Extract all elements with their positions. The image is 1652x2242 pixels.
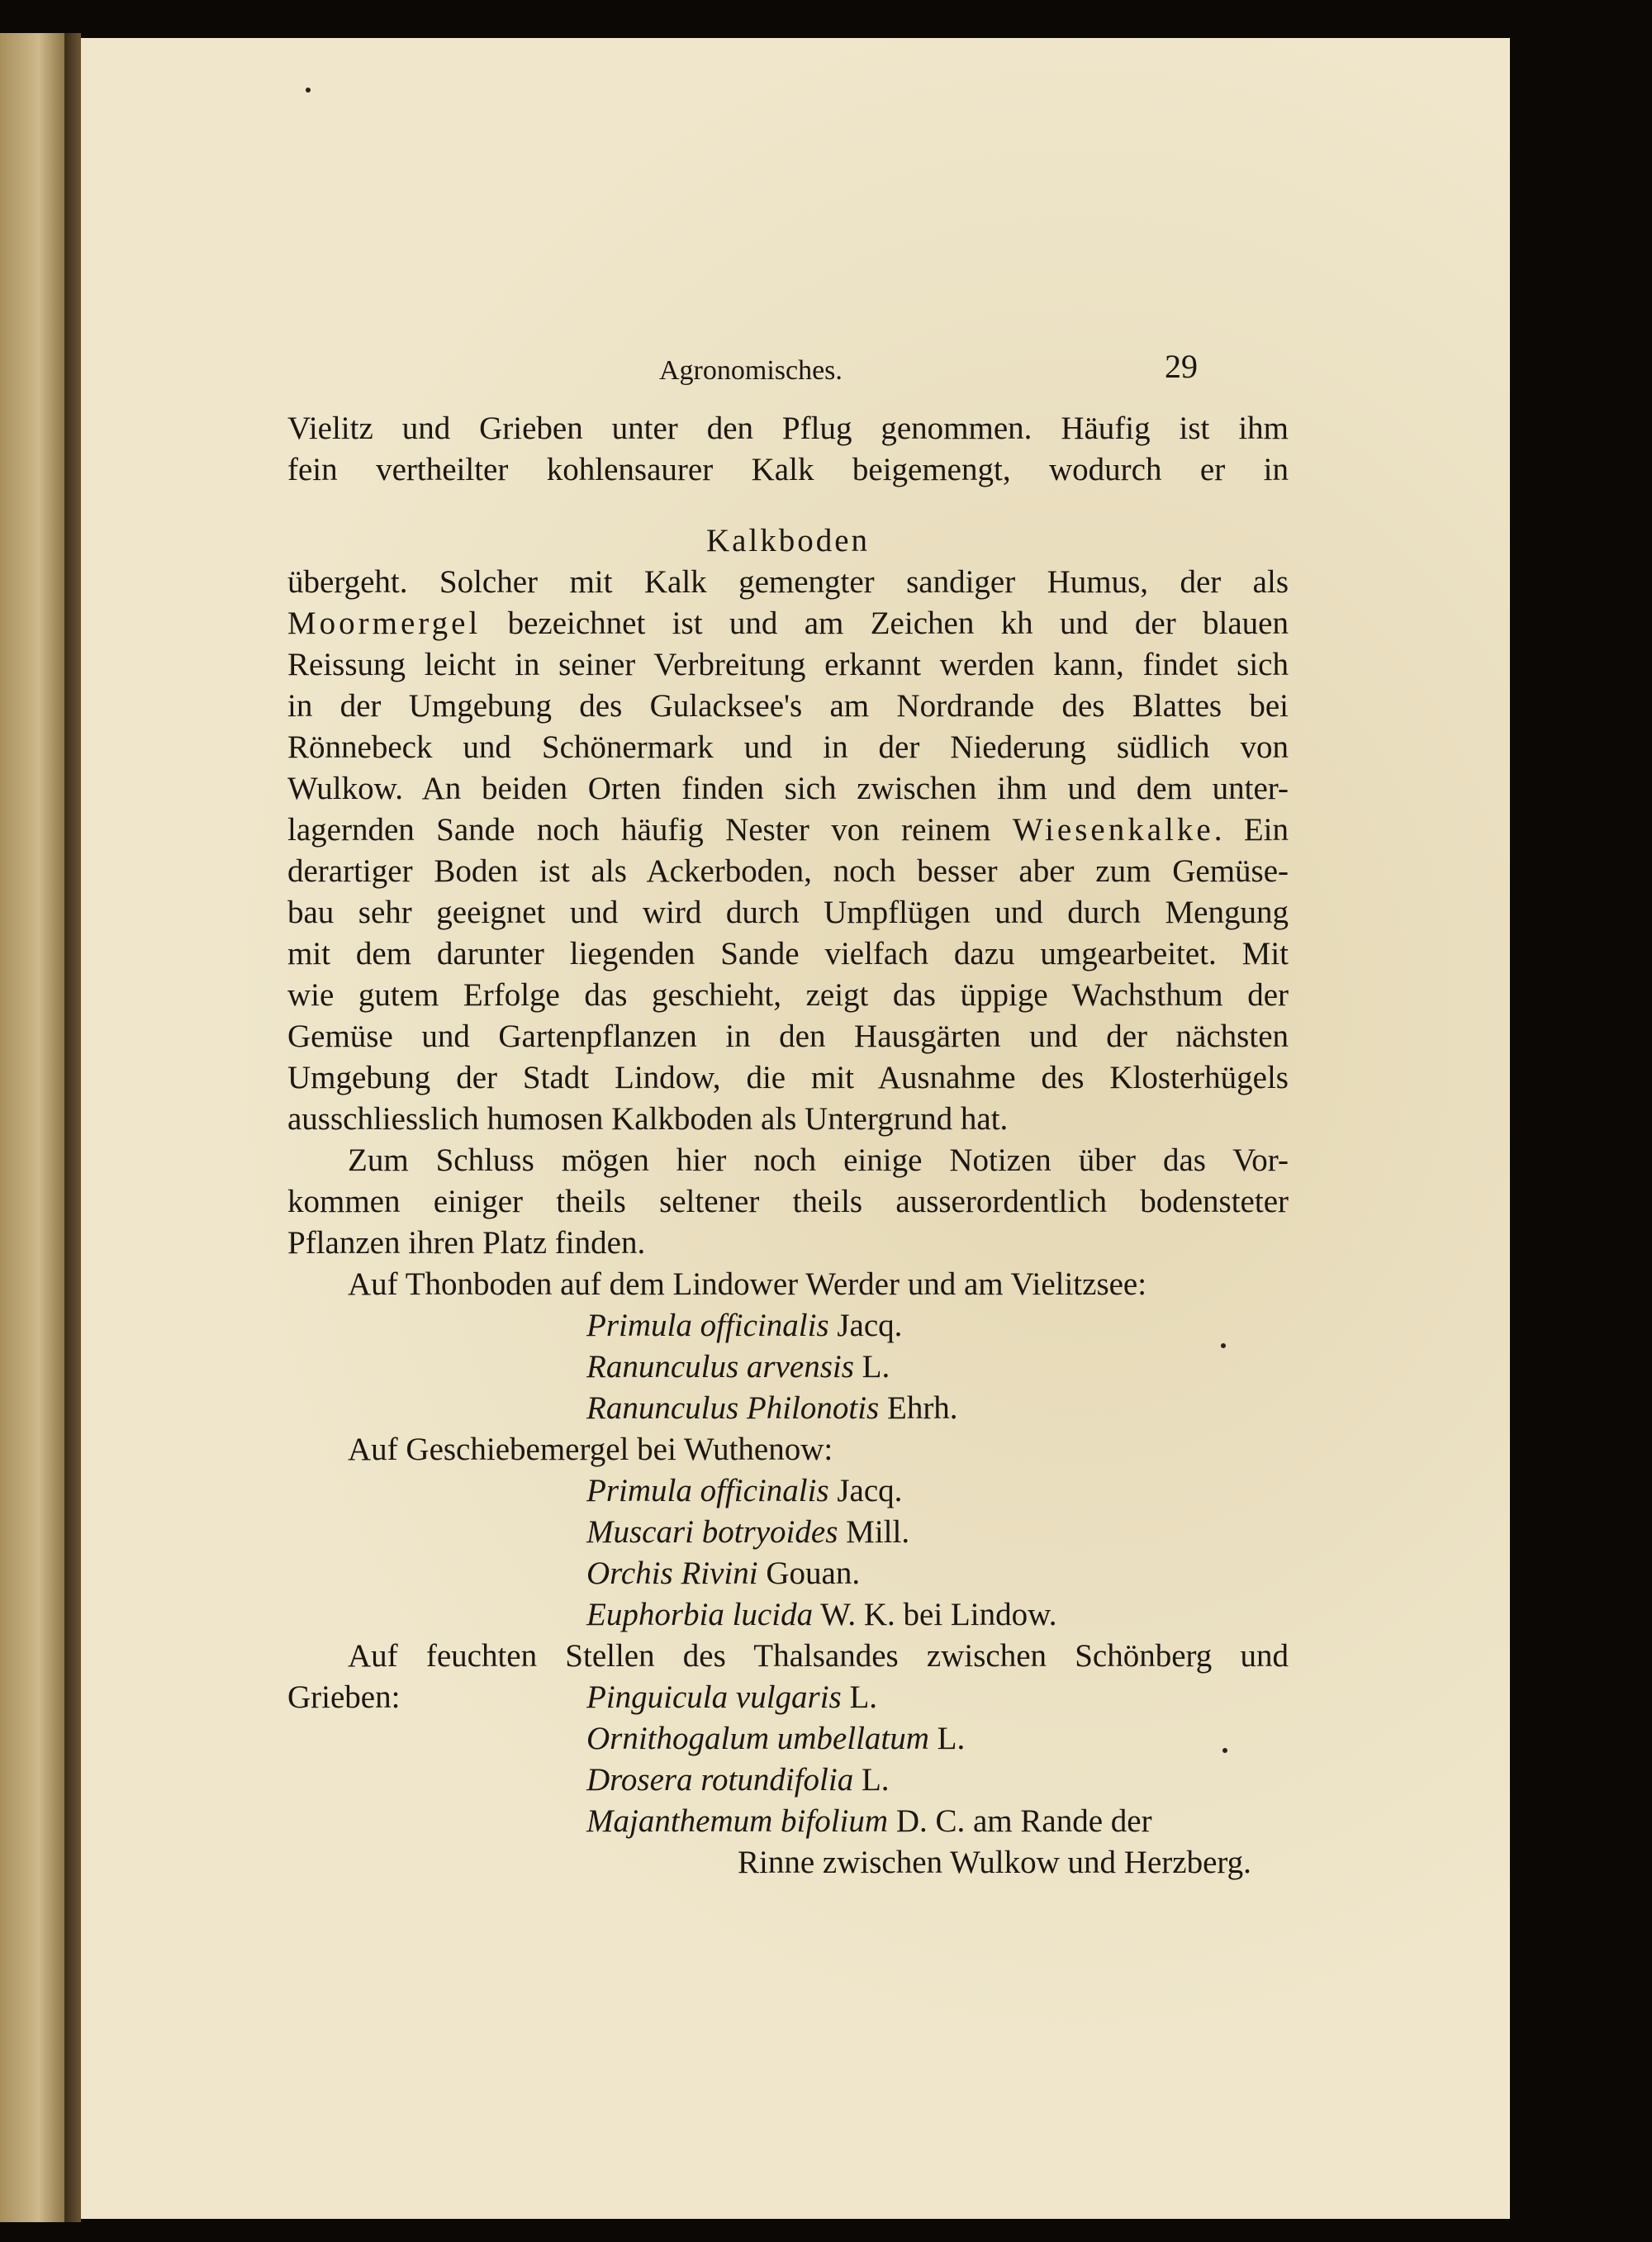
- text-line: Pflanzen ihren Platz finden.: [287, 1225, 646, 1261]
- plant-entry: Grieben: Pinguicula vulgaris L.: [287, 1677, 1289, 1718]
- page-header: [81, 319, 1510, 386]
- location-line: Auf Geschiebemergel bei Wuthenow:: [348, 1432, 833, 1467]
- text-line: lagernden Sande noch häufig Nester von reinem Wiesenkalke. Ein: [287, 812, 1289, 848]
- plant-entry: Orchis Rivini Gouan.: [586, 1556, 861, 1591]
- plant-entry: Primula officinalis Jacq.: [586, 1473, 903, 1508]
- speck: [306, 88, 311, 93]
- plant-entry: Primula officinalis Jacq.: [586, 1308, 903, 1343]
- location-line: Auf feuchten Stellen des Thalsandes zwischen Schönberg und: [348, 1638, 1289, 1674]
- text-line: übergeht. Solcher mit Kalk gemengter sandiger Humus, der als: [287, 564, 1289, 600]
- text-line: Zum Schluss mögen hier noch einige Notizen über das Vor-: [348, 1142, 1289, 1178]
- plant-entry: Drosera rotundifolia L.: [586, 1762, 890, 1798]
- text-line: Reissung leicht in seiner Verbreitung erkannt werden kann, findet sich: [287, 647, 1289, 682]
- plant-entry: Euphorbia lucida W. K. bei Lindow.: [586, 1597, 1057, 1632]
- text-line: bau sehr geeignet und wird durch Umpflügen und durch Mengung: [287, 895, 1289, 930]
- text-line: Moormergel bezeichnet ist und am Zeichen kh und der blauen: [287, 606, 1289, 641]
- text-line: wie gutem Erfolge das geschieht, zeigt das üppige Wachsthum der: [287, 977, 1289, 1013]
- location-line: Auf Thonboden auf dem Lindower Werder und am Vielitzsee:: [348, 1266, 1147, 1302]
- book-gutter: [64, 33, 81, 2222]
- plant-entry-continuation: Rinne zwischen Wulkow und Herzberg.: [738, 1845, 1251, 1880]
- text-line: Wulkow. An beiden Orten finden sich zwischen ihm und dem unter-: [287, 771, 1289, 806]
- spaced-term: Moormergel: [287, 606, 482, 641]
- plant-entry: Muscari botryoides Mill.: [586, 1514, 910, 1550]
- book-page: [81, 38, 1510, 2219]
- text-line: in der Umgebung des Gulacksee's am Nordrande des Blattes bei: [287, 688, 1289, 724]
- text-line: kommen einiger theils seltener theils ausserordentlich bodensteter: [287, 1184, 1289, 1219]
- text-line: Vielitz und Grieben unter den Pflug genommen. Häufig ist ihm: [287, 411, 1289, 446]
- text-line: ausschliesslich humosen Kalkboden als Untergrund hat.: [287, 1101, 1009, 1137]
- plant-entry: Ranunculus arvensis L.: [586, 1349, 890, 1385]
- text-line: derartiger Boden ist als Ackerboden, noch besser aber zum Gemüse-: [287, 853, 1289, 889]
- section-heading: Kalkboden: [705, 523, 871, 558]
- body-text: [287, 408, 1289, 1883]
- plant-entry: Majanthemum bifolium D. C. am Rande der: [586, 1803, 1152, 1839]
- text-line: mit dem darunter liegenden Sande vielfach dazu umgearbeitet. Mit: [287, 936, 1289, 971]
- text-line: Gemüse und Gartenpflanzen in den Hausgärten und der nächsten: [287, 1019, 1289, 1054]
- page-number: 29: [1165, 348, 1198, 385]
- plant-entry: Ornithogalum umbellatum L.: [586, 1721, 966, 1756]
- text-line: Umgebung der Stadt Lindow, die mit Ausnahme des Klosterhügels: [287, 1060, 1289, 1095]
- facing-page-edge: [0, 33, 64, 2222]
- spaced-term: Wiesenkalke: [1012, 812, 1214, 848]
- text-line: Rönnebeck und Schönermark und in der Niederung südlich von: [287, 729, 1289, 765]
- location-label: Grieben:: [287, 1679, 401, 1715]
- plant-entry: Ranunculus Philonotis Ehrh.: [586, 1390, 958, 1426]
- text-line: fein vertheilter kohlensaurer Kalk beigemengt, wodurch er in: [287, 452, 1289, 487]
- running-title: Agronomisches.: [659, 355, 843, 386]
